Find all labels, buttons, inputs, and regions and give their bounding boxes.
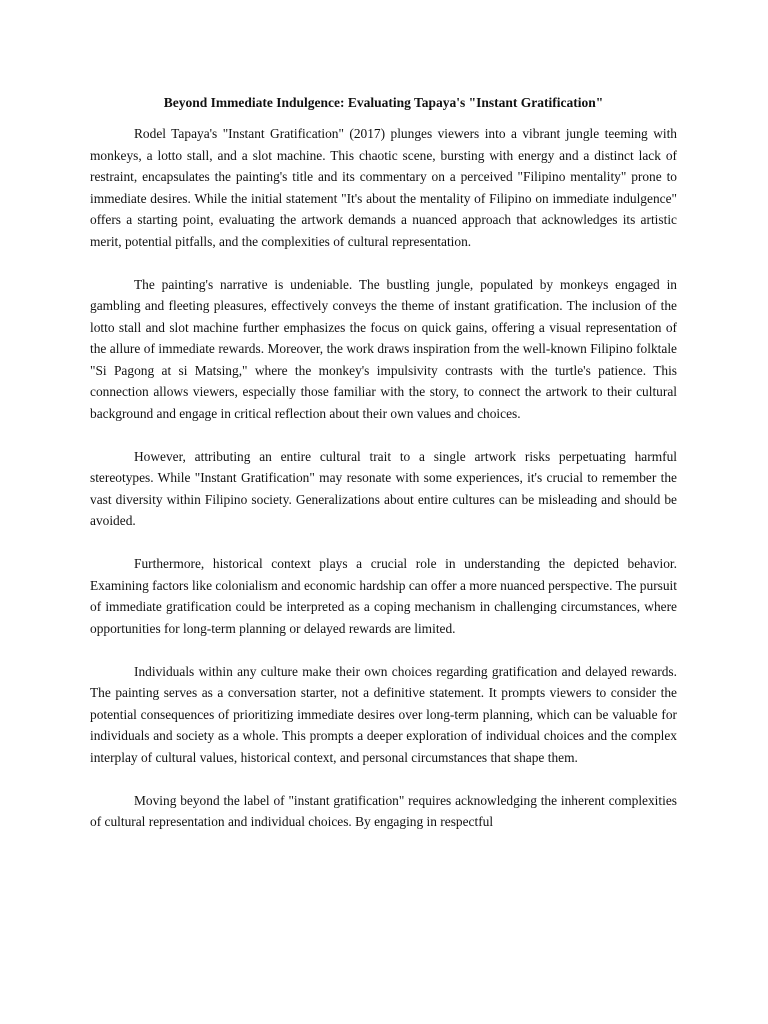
- document-title: Beyond Immediate Indulgence: Evaluating Tapaya's "Instant Gratification": [163, 95, 604, 110]
- paragraph-5: Individuals within any culture make their own choices regarding gratification and delayed rewards. The painting serves as a conversation starter, not a definitive statement. It prompts viewers to consider the potential consequences of prioritizing immediate desires over long-term planning, which can be valuable for individuals and society as a whole. This prompts a deeper exploration of individual choices and the complex interplay of cultural values, historical context, and personal circumstances that shape them.: [90, 663, 677, 765]
- paragraph-4: Furthermore, historical context plays a crucial role in understanding the depicted behavior. Examining factors like colonialism and economic hardship can offer a more nuanced perspective. The pursuit of immediate gratification could be interpreted as a coping mechanism in challenging circumstances, where opportunities for long-term planning or delayed rewards are limited.: [90, 556, 677, 636]
- paragraph-2: The painting's narrative is undeniable. The bustling jungle, populated by monkeys engaged in gambling and fleeting pleasures, effectively conveys the theme of instant gratification. The inclusion of the lotto stall and slot machine further emphasizes the focus on quick gains, offering a visual representation of the allure of immediate rewards. Moreover, the work draws inspiration from the well-known Filipino folktale "Si Pagong at si Matsing," where the monkey's impulsivity contrasts with the turtle's patience. This connection allows viewers, especially those familiar with the story, to connect the artwork to their cultural background and engage in critical reflection about their own values and choices.: [90, 276, 677, 421]
- paragraph-3: However, attributing an entire cultural trait to a single artwork risks perpetuating harmful stereotypes. While "Instant Gratification" may resonate with some experiences, it's crucial to remember the vast diversity within Filipino society. Generalizations about entire cultures can be misleading and should be avoided.: [90, 448, 677, 528]
- paragraph-1: Rodel Tapaya's "Instant Gratification" (2017) plunges viewers into a vibrant jungle teeming with monkeys, a lotto stall, and a slot machine. This chaotic scene, bursting with energy and a distinct lack of restraint, encapsulates the painting's title and its commentary on a perceived "Filipino mentality" prone to immediate desires. While the initial statement "It's about the mentality of Filipino on immediate indulgence" offers a starting point, evaluating the artwork demands a nuanced approach that acknowledges its artistic merit, potential pitfalls, and the complexities of cultural representation.: [90, 126, 677, 249]
- document-page: [90, 92, 677, 854]
- paragraph-6: Moving beyond the label of "instant gratification" requires acknowledging the inherent complexities of cultural representation and individual choices. By engaging in respectful: [90, 792, 677, 829]
